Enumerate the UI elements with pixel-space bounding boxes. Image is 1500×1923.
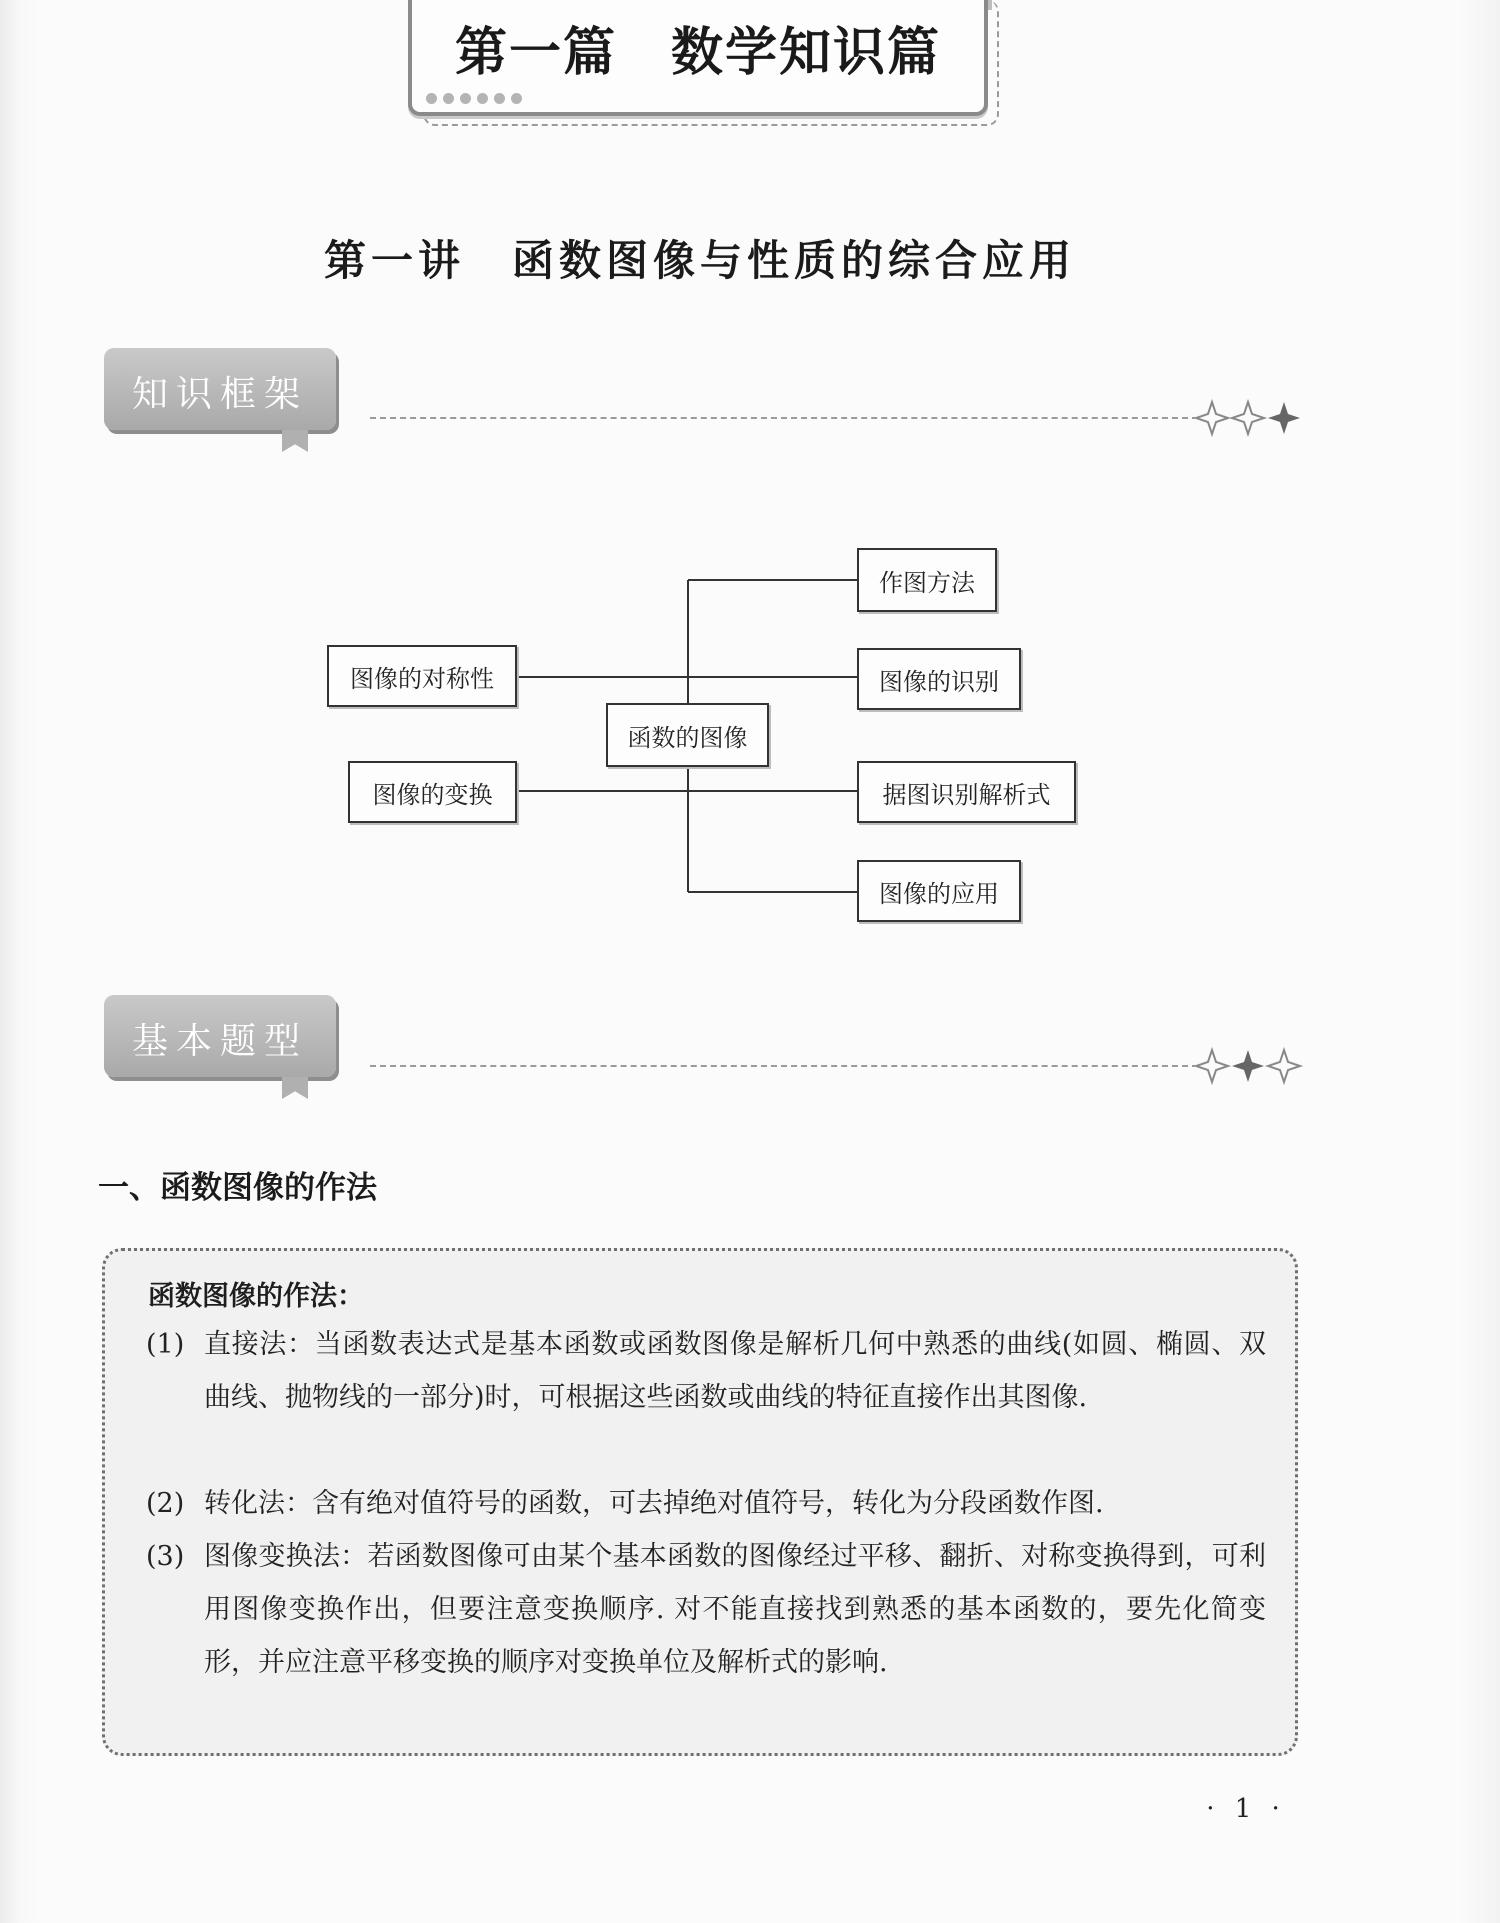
diagram-node-right-4: 图像的应用 (857, 860, 1021, 922)
stars-icon (1196, 398, 1306, 438)
page-number: · 1 · (1206, 1794, 1286, 1824)
lecture-title: 第一讲 函数图像与性质的综合应用 (323, 236, 1076, 285)
method-item-text: 直接法：当函数表达式是基本函数或函数图像是解析几何中熟悉的曲线(如圆、椭圆、双曲线、抛物线的一部分)时，可根据这些函数或曲线的特征直接作出其图像. (204, 1329, 1266, 1413)
bookmark-icon (282, 1077, 308, 1099)
method-item (146, 1530, 1266, 1689)
method-item (146, 1318, 1266, 1424)
section-heading: 一、函数图像的作法 (98, 1170, 377, 1206)
diagram-node-left-1: 图像的对称性 (327, 645, 517, 707)
section-badge-framework (104, 348, 336, 430)
part-header (408, 0, 988, 116)
part-title: 第一篇 数学知识篇 (454, 23, 941, 83)
diagram-node-right-3: 据图识别解析式 (857, 761, 1076, 823)
decorative-dots (426, 93, 522, 104)
section-badge-basic-types (104, 995, 336, 1077)
dashed-divider (370, 417, 1198, 419)
section-label: 知识框架 (131, 374, 308, 415)
section-label: 基本题型 (131, 1021, 308, 1062)
diagram-node-right-2: 图像的识别 (857, 648, 1021, 710)
method-item-text: 图像变换法：若函数图像可由某个基本函数的图像经过平移、翻折、对称变换得到，可利用图像变换作出，但要注意变换顺序. 对不能直接找到熟悉的基本函数的，要先化简变形，并应注意平移变换的顺序对变换单位及解析式的影响. (204, 1541, 1266, 1678)
dashed-divider (370, 1065, 1198, 1067)
method-box-title: 函数图像的作法： (148, 1281, 364, 1312)
method-item-number: (2) (146, 1488, 185, 1519)
method-item-number: (3) (146, 1541, 185, 1572)
diagram-node-left-2: 图像的变换 (348, 761, 517, 823)
method-item-number: (1) (146, 1329, 185, 1360)
method-item-text: 转化法：含有绝对值符号的函数，可去掉绝对值符号，转化为分段函数作图. (204, 1488, 1104, 1519)
diagram-node-right-1: 作图方法 (857, 548, 997, 612)
bookmark-icon (282, 430, 308, 452)
method-item (146, 1477, 1266, 1530)
stars-icon (1196, 1046, 1306, 1086)
diagram-node-center: 函数的图像 (606, 703, 769, 767)
